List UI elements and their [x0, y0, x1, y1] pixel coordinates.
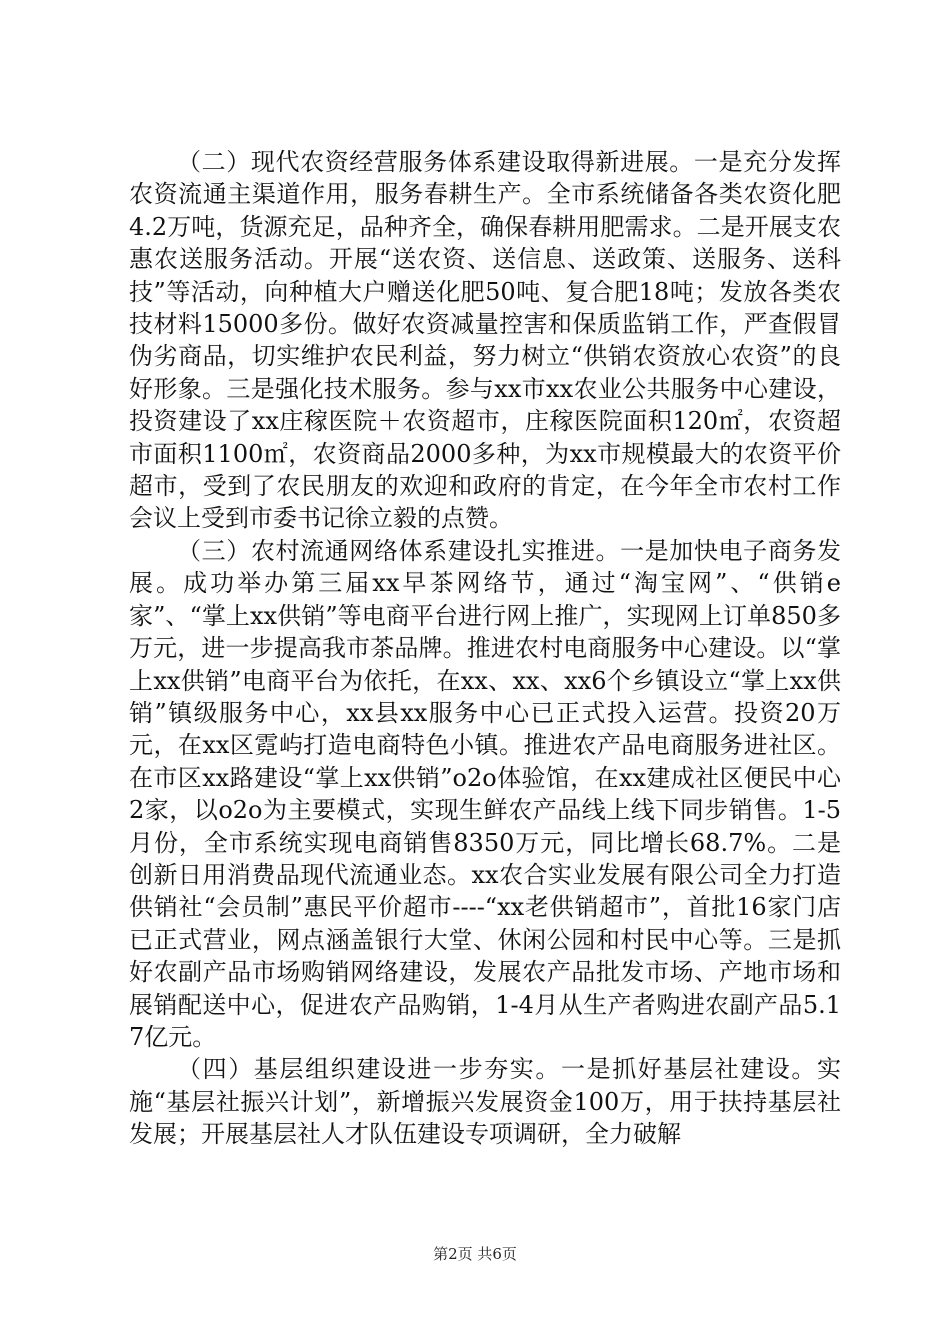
page-number-footer: 第2页 共6页 [433, 1245, 517, 1263]
paragraph-rural-distribution-network: （三）农村流通网络体系建设扎实推进。一是加快电子商务发展。成功举办第三届xx早茶网络节，通过“淘宝网”、“供销e家”、“掌上xx供销”等电商平台进行网上推广，实现网上订单850多万元，进一步提高我市茶品牌。推进农村电商服务中心建设。以“掌上xx供销”电商平台为依托，在xx、xx、xx6个乡镇设立“掌上xx供销”镇级服务中心，xx县xx服务中心已正式投入运营。投资20万元，在xx区霓屿打造电商特色小镇。推进农产品电商服务进社区。在市区xx路建设“掌上xx供销”o2o体验馆，在xx建成社区便民中心2家，以o2o为主要模式，实现生鲜农产品线上线下同步销售。1-5月份，全市系统实现电商销售8350万元，同比增长68.7%。二是创新日用消费品现代流通业态。xx农合实业发展有限公司全力打造供销社“会员制”惠民平价超市----“xx老供销超市”，首批16家门店已正式营业，网点涵盖银行大堂、休闲公园和村民中心等。三是抓好农副产品市场购销网络建设，发展农产品批发市场、产地市场和展销配送中心，促进农产品购销，1-4月从生产者购进农副产品5.17亿元。 [129, 536, 841, 1051]
document-body [129, 146, 841, 1151]
paragraph-agricultural-supplies: （二）现代农资经营服务体系建设取得新进展。一是充分发挥农资流通主渠道作用，服务春耕生产。全市系统储备各类农资化肥4.2万吨，货源充足，品种齐全，确保春耕用肥需求。二是开展支农惠农送服务活动。开展“送农资、送信息、送政策、送服务、送科技”等活动，向种植大户赠送化肥50吨、复合肥18吨；发放各类农技材料15000多份。做好农资减量控害和保质监销工作，严查假冒伪劣商品，切实维护农民利益，努力树立“供销农资放心农资”的良好形象。三是强化技术服务。参与xx市xx农业公共服务中心建设，投资建设了xx庄稼医院＋农资超市，庄稼医院面积120㎡，农资超市面积1100㎡，农资商品2000多种，为xx市规模最大的农资平价超市，受到了农民朋友的欢迎和政府的肯定，在今年全市农村工作会议上受到市委书记徐立毅的点赞。 [129, 148, 841, 533]
paragraph-grassroots-organization: （四）基层组织建设进一步夯实。一是抓好基层社建设。实施“基层社振兴计划”，新增振兴发展资金100万，用于扶持基层社发展；开展基层社人才队伍建设专项调研，全力破解 [129, 1055, 841, 1149]
